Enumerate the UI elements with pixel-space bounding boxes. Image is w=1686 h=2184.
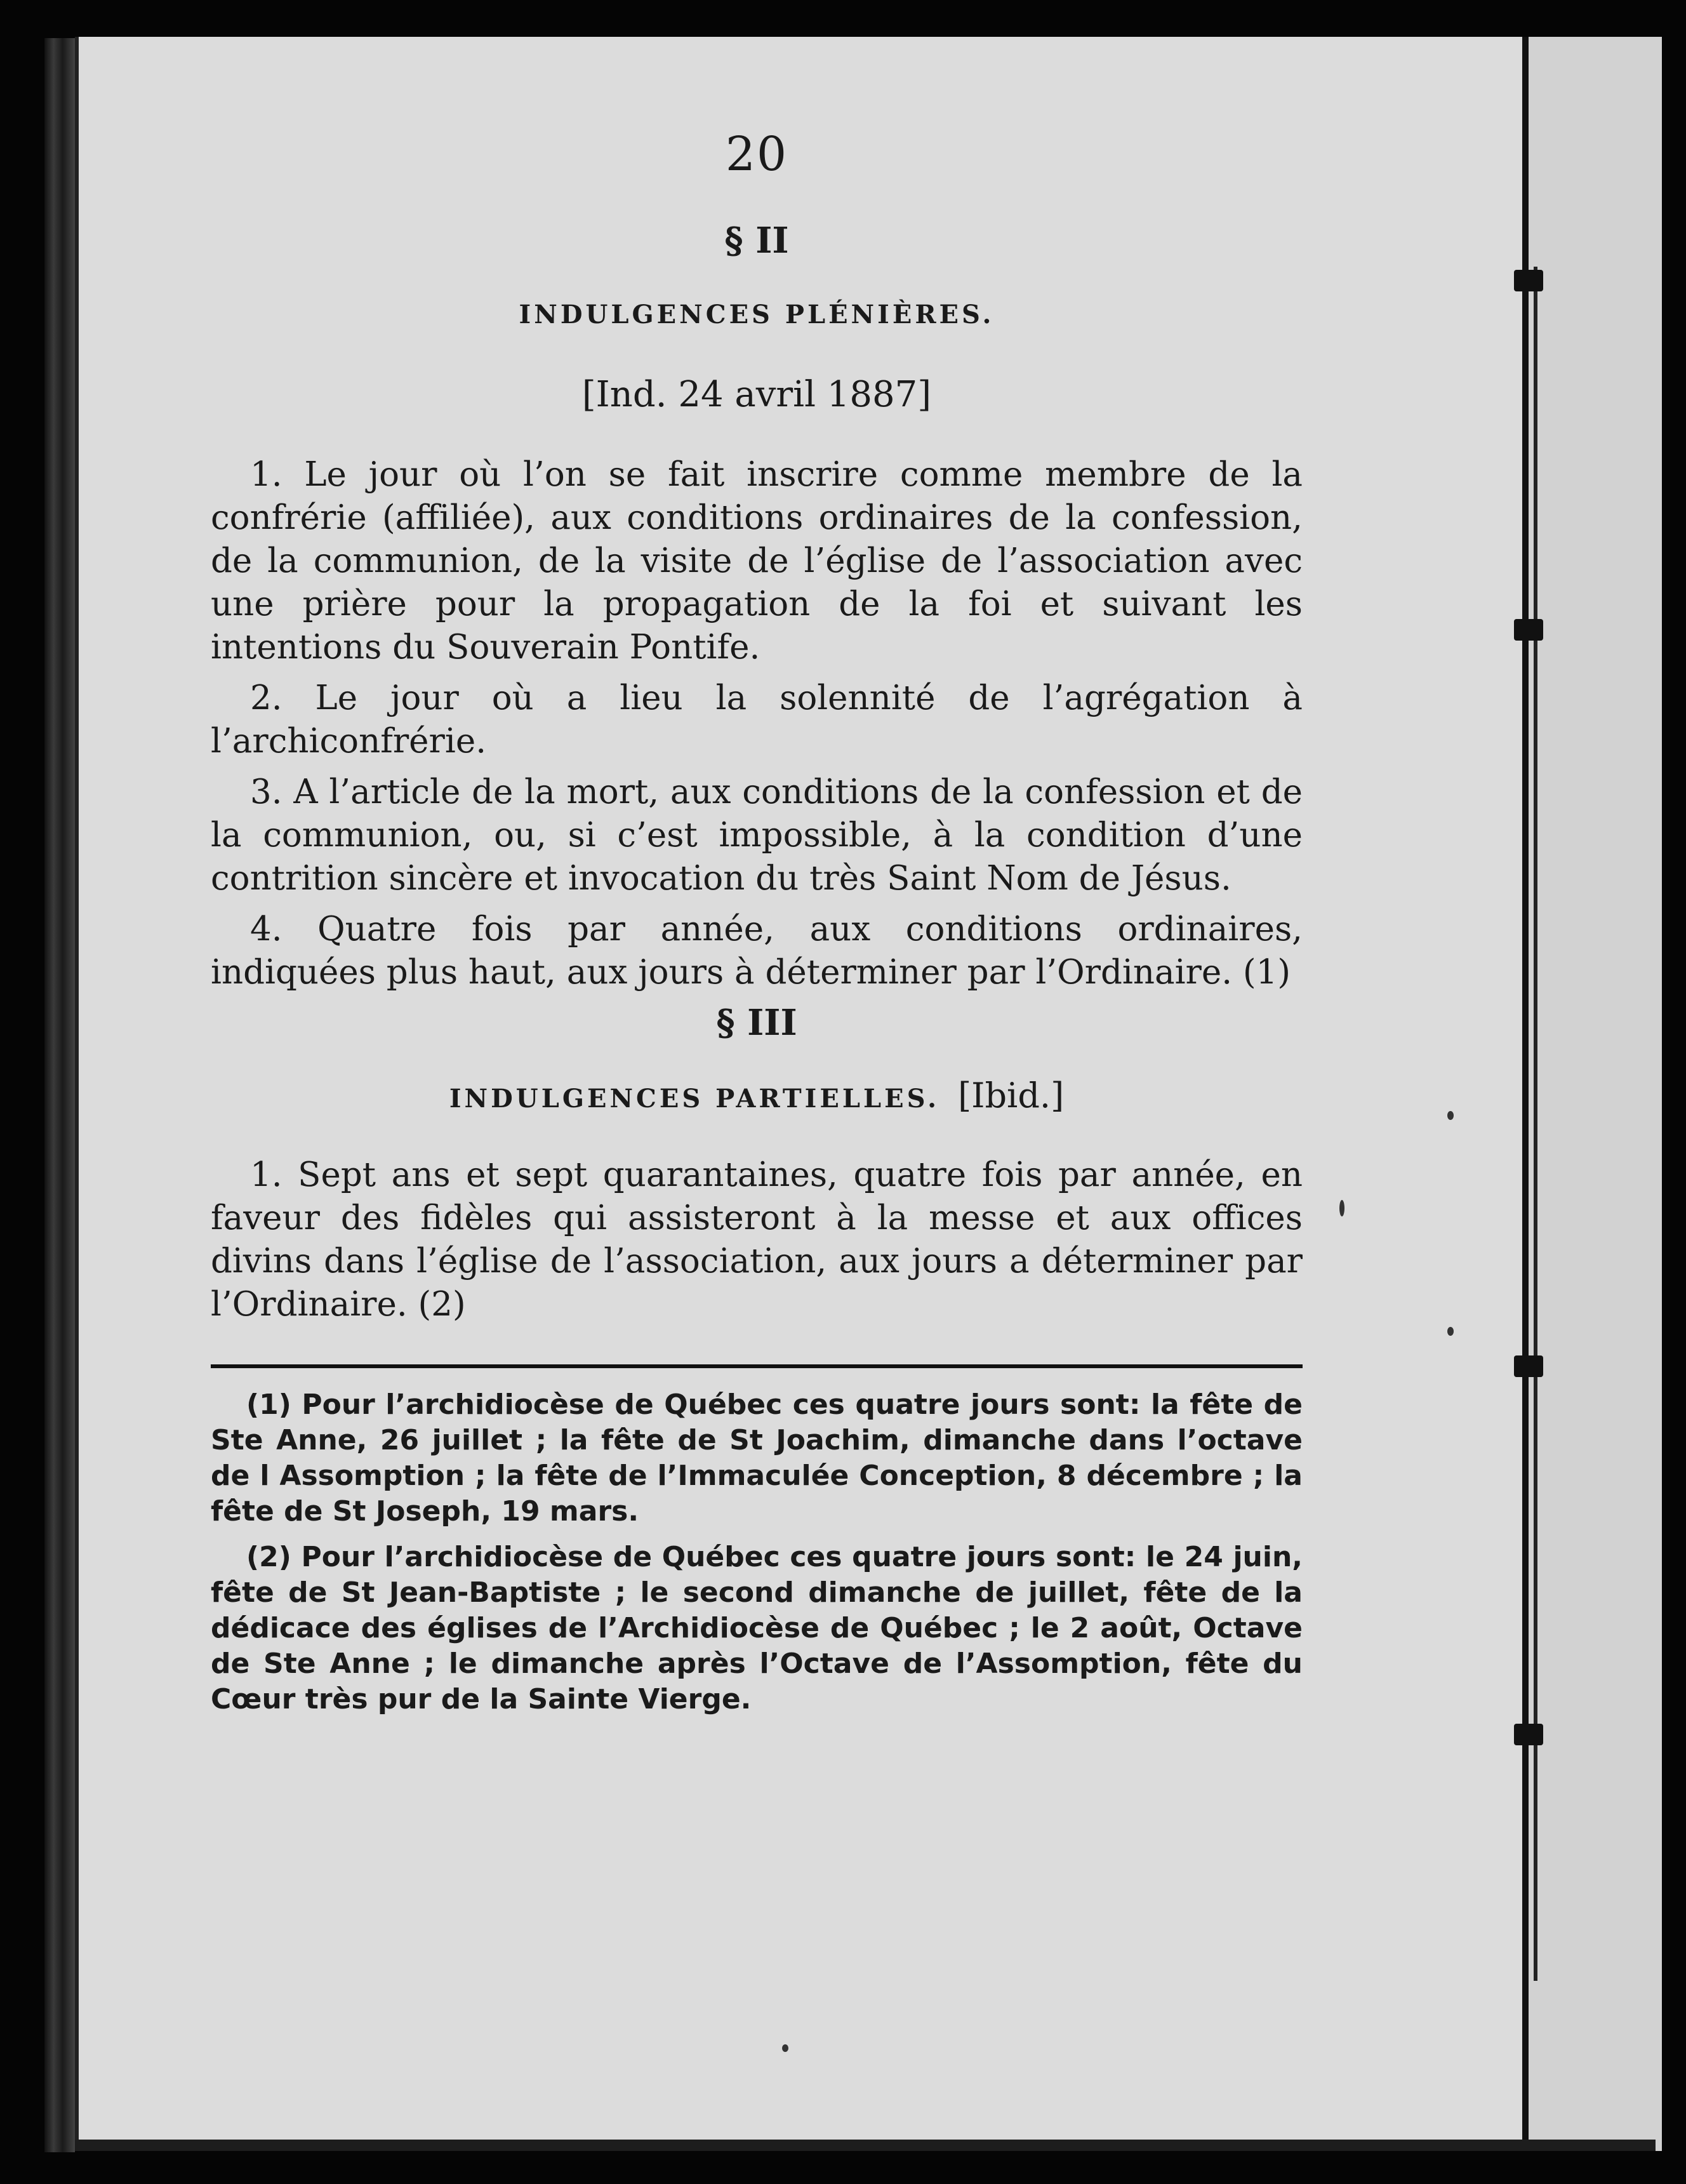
section-3-heading: INDULGENCES PARTIELLES. xyxy=(449,1084,939,1114)
scan-speck xyxy=(1447,1327,1454,1336)
plenary-item-1: 1. Le jour où l’on se fait inscrire comme membre de la confrérie (affiliée), aux conditions ordinaires de la confession, de la communion, de la visite de l’église de l’association avec une prière pour la propagation de la foi et suivant les intentions du Souverain Pontife. xyxy=(211,455,1303,667)
scan-speck xyxy=(782,2044,788,2052)
section-2-mark: § II xyxy=(724,220,789,262)
scan-speck xyxy=(1339,1200,1344,1216)
footnote-divider xyxy=(211,1364,1303,1368)
binding-stitch xyxy=(1514,619,1543,641)
facing-page-edge xyxy=(1522,37,1662,2151)
partial-item-1: 1. Sept ans et sept quarantaines, quatre fois par année, en faveur des fidèles qui assisteront à la messe et aux offices divins dans l’église de l’association, aux jours a déterminer par l’Ordinaire. (2) xyxy=(211,1155,1303,1324)
section-3-heading-row xyxy=(211,1075,1303,1115)
footnote-1: (1) Pour l’archidiocèse de Québec ces quatre jours sont: la fête de Ste Anne, 26 juillet ; la fête de St Joachim, dimanche dans l’octave de l Assomption ; la fête de l’Immaculée Conception, 8 décembre ; la fête de St Joseph, 19 mars. xyxy=(211,1388,1303,1528)
page-number: 20 xyxy=(725,127,788,182)
section-2-reference: [Ind. 24 avril 1887] xyxy=(581,374,932,415)
binding-stitch xyxy=(1514,270,1543,291)
plenary-item-4: 4. Quatre fois par année, aux conditions ordinaires, indiquées plus haut, aux jours à déterminer par l’Ordinaire. (1) xyxy=(211,910,1303,992)
binding-stitch xyxy=(1514,1724,1543,1745)
scan-speck xyxy=(1447,1111,1454,1120)
page-content xyxy=(211,127,1303,1728)
binding-stitch xyxy=(1514,1355,1543,1377)
book-left-edge xyxy=(44,38,75,2152)
book-bottom-edge xyxy=(75,2140,1656,2151)
section-3-mark: § III xyxy=(716,1002,797,1044)
section-3-reference: [Ibid.] xyxy=(958,1075,1065,1115)
section-2-heading: INDULGENCES PLÉNIÈRES. xyxy=(519,300,995,330)
plenary-item-2: 2. Le jour où a lieu la solennité de l’agrégation à l’archiconfrérie. xyxy=(211,679,1303,761)
footnote-2: (2) Pour l’archidiocèse de Québec ces quatre jours sont: le 24 juin, fête de St Jean-Baptiste ; le second dimanche de juillet, fête de la dédicace des églises de l’Archidiocèse de Québec ; le 2 août, Octave de Ste Anne ; le dimanche après l’Octave de l’Assomption, fête du Cœur très pur de la Sainte Vierge. xyxy=(211,1541,1303,1715)
plenary-item-3: 3. A l’article de la mort, aux conditions de la confession et de la communion, ou, si c’est impossible, à la condition d’une contrition sincère et invocation du très Saint Nom de Jésus. xyxy=(211,773,1303,898)
